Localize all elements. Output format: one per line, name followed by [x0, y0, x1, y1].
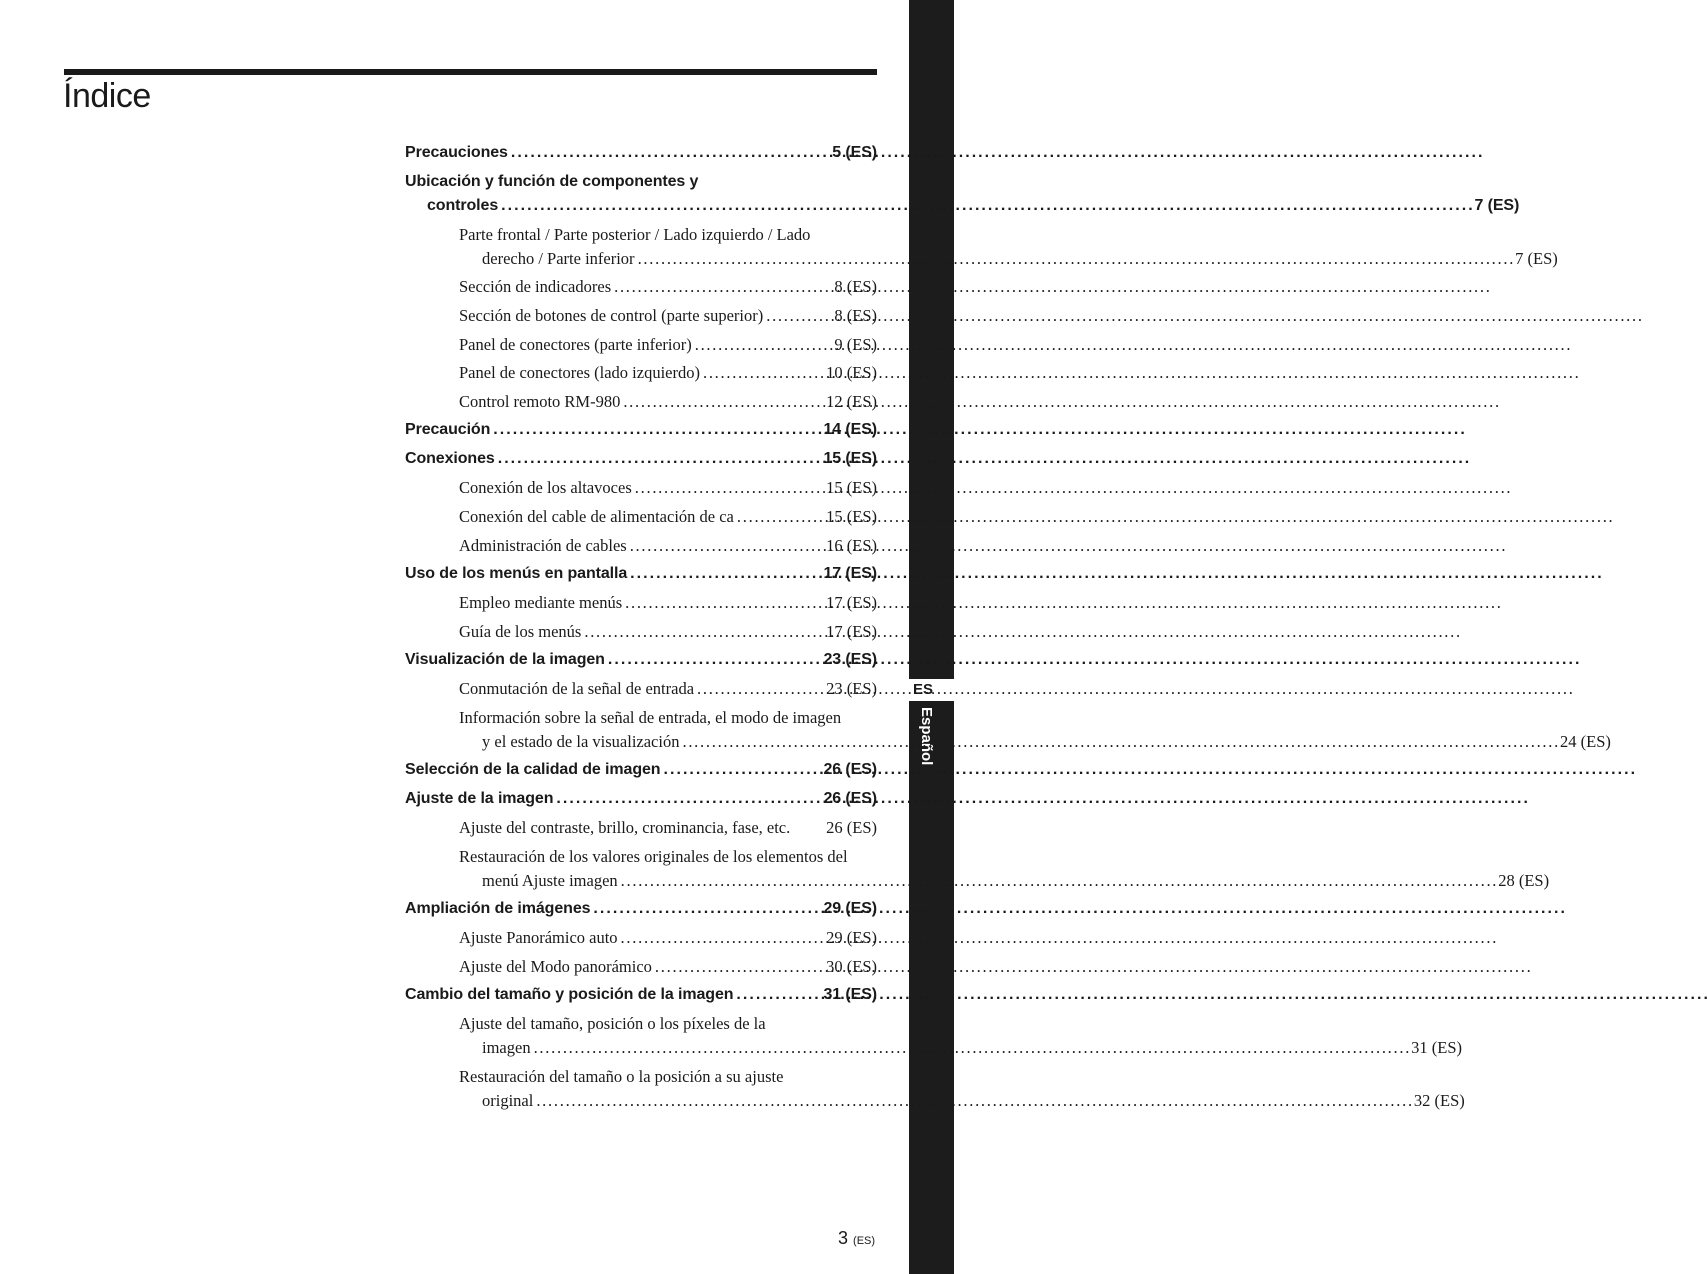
leader-dots — [534, 1036, 1409, 1060]
toc-entry-page: 23 (ES) — [826, 679, 877, 699]
leader-dots — [766, 304, 831, 328]
toc-entry-title-line2: original — [482, 1090, 534, 1110]
toc-entry-title: Administración de cables — [459, 535, 627, 555]
toc-entry-title: Conexión del cable de alimentación de ca — [459, 506, 734, 526]
leader-dots — [621, 926, 824, 950]
toc-entry-title: Conexiones — [405, 450, 495, 468]
toc-entry-title: Ajuste del contraste, brillo, crominancia, fase, etc. — [459, 818, 791, 838]
toc-entry[interactable] — [405, 170, 1520, 223]
leader-dots — [621, 869, 1496, 893]
toc-entry-title: Ajuste de la imagen — [405, 790, 554, 808]
toc-entry-page: 8 (ES) — [834, 305, 877, 325]
toc-entry-title: Selección de la calidad de imagen — [405, 761, 661, 779]
toc-entry-title: Control remoto RM-980 — [459, 391, 621, 411]
toc-entry-page: 26 (ES) — [823, 761, 877, 779]
language-label: Español — [918, 707, 935, 766]
leader-dots — [608, 648, 821, 672]
toc-entry[interactable] — [459, 534, 877, 563]
toc-entry-title-line2: derecho / Parte inferior — [482, 249, 635, 268]
toc-entry-page: 31 (ES) — [823, 986, 877, 1004]
toc-entry-page: 28 (ES) — [1498, 870, 1550, 890]
toc-entry[interactable] — [459, 333, 877, 362]
toc-entry[interactable] — [459, 361, 877, 390]
leader-dots — [703, 361, 823, 385]
toc-entry[interactable] — [459, 390, 877, 419]
toc-entry-title: Visualización de la imagen — [405, 651, 605, 669]
leader-dots — [737, 505, 823, 529]
toc-entry-page: 10 (ES) — [826, 363, 877, 383]
leader-dots — [536, 1089, 1411, 1113]
toc-entry-title: Precaución — [405, 421, 491, 439]
toc-entry-title: Conexión de los altavoces — [459, 478, 632, 498]
toc-entry[interactable] — [405, 447, 877, 476]
toc-entry-page: 17 (ES) — [826, 593, 877, 613]
leader-dots — [511, 141, 829, 165]
toc-entry-title: Guía de los menús — [459, 621, 582, 641]
toc-entry[interactable] — [459, 505, 877, 534]
toc-entry-title: Empleo mediante menús — [459, 593, 623, 613]
page-title: Índice — [63, 77, 151, 115]
toc-entry[interactable] — [405, 983, 877, 1012]
toc-entry[interactable] — [459, 591, 877, 620]
leader-dots — [736, 983, 820, 1007]
leader-dots — [625, 591, 823, 615]
leader-dots — [630, 534, 823, 558]
leader-dots — [635, 476, 823, 500]
leader-dots — [630, 562, 820, 586]
toc-entry[interactable] — [459, 476, 877, 505]
toc-entry-page: 17 (ES) — [826, 621, 877, 641]
top-rule — [64, 69, 877, 75]
toc-entry[interactable] — [405, 418, 877, 447]
leader-dots — [623, 390, 823, 414]
toc-entry-title: Conmutación de la señal de entrada — [459, 679, 695, 699]
toc-entry-page: 7 (ES) — [1474, 197, 1520, 214]
toc-entry-page: 14 (ES) — [823, 421, 877, 439]
toc-entry-title-line1: Ajuste del tamaño, posición o los píxeles de la — [459, 1014, 766, 1034]
toc-entry[interactable] — [459, 816, 877, 845]
toc-entry-title: Precauciones — [405, 144, 508, 161]
toc-entry[interactable] — [405, 562, 877, 591]
leader-dots — [663, 758, 820, 782]
toc-entry-title-line2: imagen — [482, 1038, 531, 1058]
toc-entry-page: 15 (ES) — [823, 450, 877, 468]
toc-entry-title-line1: Parte frontal / Parte posterior / Lado izquierdo / Lado — [459, 225, 811, 244]
toc-entry-page: 29 (ES) — [823, 900, 877, 918]
toc-entry[interactable] — [459, 926, 877, 955]
toc-entry-title: Ajuste Panorámico auto — [459, 928, 618, 948]
leader-dots — [593, 897, 820, 921]
page-number — [838, 1228, 875, 1251]
toc-entry[interactable] — [405, 758, 877, 787]
toc-entry-page: 12 (ES) — [826, 391, 877, 411]
toc-entry-title-line1: Ubicación y función de componentes y — [405, 173, 699, 190]
leader-dots — [493, 418, 820, 442]
toc-entry-page: 30 (ES) — [826, 956, 877, 976]
page-number-value: 3 — [838, 1228, 849, 1248]
toc-entry-page: 17 (ES) — [823, 565, 877, 583]
toc-entry-page: 8 (ES) — [834, 277, 877, 297]
leader-dots — [638, 247, 1513, 271]
toc-entry[interactable] — [459, 1012, 1463, 1064]
toc-entry-page: 26 (ES) — [826, 818, 877, 838]
toc-entry-page: 5 (ES) — [832, 144, 877, 161]
toc-entry-title: Cambio del tamaño y posición de la imagen — [405, 986, 734, 1004]
toc-entry-title-line2: menú Ajuste imagen — [482, 870, 618, 890]
toc-entry[interactable] — [459, 620, 877, 649]
toc-entry-title: Sección de botones de control (parte superior) — [459, 305, 764, 325]
toc-entry[interactable] — [459, 275, 877, 304]
toc-entry-page: 31 (ES) — [1411, 1038, 1463, 1058]
language-code-badge: ES — [909, 679, 954, 701]
leader-dots — [584, 620, 823, 644]
toc-entry[interactable] — [459, 955, 877, 984]
toc-entry-page: 15 (ES) — [826, 478, 877, 498]
toc-entry-page: 23 (ES) — [823, 651, 877, 669]
toc-entry[interactable] — [459, 677, 877, 706]
toc-entry[interactable] — [405, 648, 877, 677]
toc-entry-title-line1: Restauración de los valores originales de los elementos del — [459, 846, 848, 866]
toc-entry[interactable] — [459, 1065, 1465, 1117]
toc-entry-title: Sección de indicadores — [459, 277, 612, 297]
leader-dots — [501, 194, 1471, 218]
page-number-suffix: (ES) — [853, 1235, 876, 1247]
toc-entry-page: 9 (ES) — [834, 334, 877, 354]
toc-entry[interactable] — [405, 897, 877, 926]
toc-entry[interactable] — [459, 845, 1550, 897]
leader-dots — [498, 447, 821, 471]
leader-dots — [614, 275, 831, 299]
toc-entry-page: 26 (ES) — [823, 790, 877, 808]
leader-dots — [655, 955, 823, 979]
toc-entry-page: 7 (ES) — [1515, 249, 1558, 268]
toc-entry[interactable] — [459, 223, 1558, 275]
toc-entry-title-line1: Restauración del tamaño o la posición a su ajuste — [459, 1066, 784, 1086]
toc-entry-title: Ajuste del Modo panorámico — [459, 956, 652, 976]
leader-dots — [556, 787, 820, 811]
leader-dots — [697, 677, 823, 701]
toc-entry[interactable] — [459, 304, 877, 333]
toc-entry[interactable] — [405, 141, 877, 170]
toc-entry-page: 16 (ES) — [826, 535, 877, 555]
toc-entry-page: 32 (ES) — [1413, 1090, 1465, 1110]
toc-entry-title: Panel de conectores (parte inferior) — [459, 334, 692, 354]
toc-entry-title: Panel de conectores (lado izquierdo) — [459, 363, 700, 383]
toc-entry-title-line2: controles — [427, 197, 499, 214]
toc-entry-page: 15 (ES) — [826, 506, 877, 526]
toc-entry-title: Uso de los menús en pantalla — [405, 565, 628, 583]
toc-entry-title-line1: Información sobre la señal de entrada, el modo de imagen — [459, 707, 842, 727]
toc-entry-page: 29 (ES) — [826, 928, 877, 948]
leader-dots — [695, 333, 832, 357]
toc-entry-page: 24 (ES) — [1560, 731, 1611, 751]
toc-entry-title-line2: y el estado de la visualización — [482, 731, 680, 751]
toc-entry-title: Ampliación de imágenes — [405, 900, 591, 918]
toc-entry[interactable] — [405, 787, 877, 816]
leader-dots — [682, 730, 1557, 754]
